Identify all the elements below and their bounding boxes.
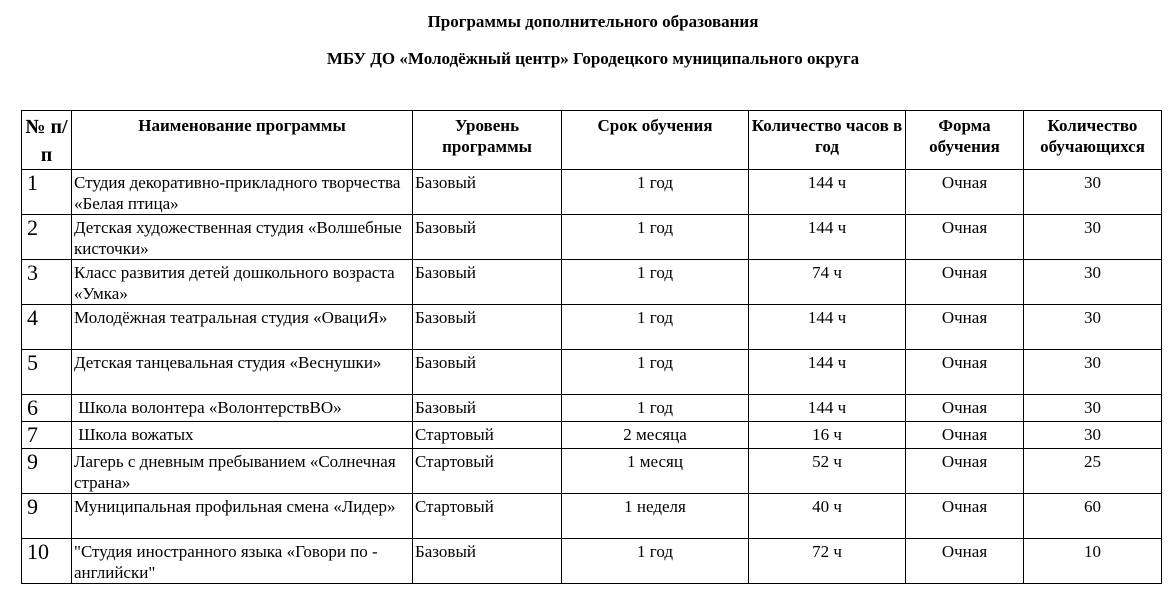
cell-form: Очная [906, 305, 1024, 350]
cell-num: 9 [22, 449, 72, 494]
cell-duration: 1 год [562, 350, 749, 395]
cell-num: 4 [22, 305, 72, 350]
cell-students: 30 [1024, 215, 1162, 260]
cell-students: 30 [1024, 350, 1162, 395]
header-num: № п/п [22, 111, 72, 170]
cell-duration: 2 месяца [562, 422, 749, 449]
cell-hours: 144 ч [749, 305, 906, 350]
cell-students: 60 [1024, 494, 1162, 539]
cell-num: 6 [22, 395, 72, 422]
table-row [22, 215, 1162, 260]
table-row [22, 395, 1162, 422]
table-row [22, 539, 1162, 584]
cell-name: Молодёжная театральная студия «ОвациЯ» [72, 305, 413, 350]
cell-hours: 144 ч [749, 215, 906, 260]
header-students: Количество обучающихся [1024, 111, 1162, 170]
cell-name: Муниципальная профильная смена «Лидер» [72, 494, 413, 539]
cell-level: Стартовый [413, 449, 562, 494]
cell-students: 25 [1024, 449, 1162, 494]
table-header-row [22, 111, 1162, 170]
cell-name: Студия декоративно-прикладного творчества «Белая птица» [72, 170, 413, 215]
cell-level: Базовый [413, 260, 562, 305]
table-row [22, 494, 1162, 539]
cell-num: 10 [22, 539, 72, 584]
cell-duration: 1 месяц [562, 449, 749, 494]
cell-level: Базовый [413, 305, 562, 350]
cell-duration: 1 год [562, 539, 749, 584]
cell-name: Лагерь с дневным пребыванием «Солнечная страна» [72, 449, 413, 494]
cell-level: Базовый [413, 170, 562, 215]
cell-form: Очная [906, 449, 1024, 494]
table-row [22, 170, 1162, 215]
cell-name: Школа волонтера «ВолонтерствВО» [72, 395, 413, 422]
cell-num: 9 [22, 494, 72, 539]
cell-form: Очная [906, 350, 1024, 395]
cell-form: Очная [906, 494, 1024, 539]
cell-level: Стартовый [413, 422, 562, 449]
cell-duration: 1 неделя [562, 494, 749, 539]
cell-hours: 52 ч [749, 449, 906, 494]
cell-name: Класс развития детей дошкольного возраста «Умка» [72, 260, 413, 305]
cell-duration: 1 год [562, 170, 749, 215]
cell-num: 3 [22, 260, 72, 305]
header-form: Форма обучения [906, 111, 1024, 170]
document-title: Программы дополнительного образования [427, 12, 759, 31]
cell-form: Очная [906, 260, 1024, 305]
cell-hours: 144 ч [749, 170, 906, 215]
cell-form: Очная [906, 215, 1024, 260]
cell-form: Очная [906, 539, 1024, 584]
cell-duration: 1 год [562, 260, 749, 305]
cell-name: Детская художественная студия «Волшебные кисточки» [72, 215, 413, 260]
table-row [22, 260, 1162, 305]
cell-hours: 144 ч [749, 350, 906, 395]
cell-form: Очная [906, 170, 1024, 215]
cell-name: Детская танцевальная студия «Веснушки» [72, 350, 413, 395]
cell-duration: 1 год [562, 305, 749, 350]
cell-name: "Студия иностранного языка «Говори по - английски" [72, 539, 413, 584]
table-row [22, 422, 1162, 449]
cell-hours: 74 ч [749, 260, 906, 305]
document-subtitle: МБУ ДО «Молодёжный центр» Городецкого муниципального округа [326, 49, 860, 68]
cell-level: Базовый [413, 215, 562, 260]
cell-num: 7 [22, 422, 72, 449]
cell-level: Базовый [413, 350, 562, 395]
programs-table [21, 110, 1162, 584]
cell-num: 1 [22, 170, 72, 215]
cell-hours: 72 ч [749, 539, 906, 584]
cell-level: Базовый [413, 539, 562, 584]
cell-duration: 1 год [562, 215, 749, 260]
table-row [22, 449, 1162, 494]
header-hours: Количество часов в год [749, 111, 906, 170]
cell-students: 30 [1024, 422, 1162, 449]
cell-hours: 16 ч [749, 422, 906, 449]
cell-hours: 40 ч [749, 494, 906, 539]
table-row [22, 350, 1162, 395]
header-duration: Срок обучения [562, 111, 749, 170]
cell-students: 30 [1024, 305, 1162, 350]
cell-hours: 144 ч [749, 395, 906, 422]
cell-name: Школа вожатых [72, 422, 413, 449]
cell-students: 30 [1024, 170, 1162, 215]
cell-level: Стартовый [413, 494, 562, 539]
cell-duration: 1 год [562, 395, 749, 422]
cell-students: 30 [1024, 395, 1162, 422]
cell-students: 30 [1024, 260, 1162, 305]
cell-students: 10 [1024, 539, 1162, 584]
cell-level: Базовый [413, 395, 562, 422]
cell-num: 5 [22, 350, 72, 395]
table-row [22, 305, 1162, 350]
cell-form: Очная [906, 395, 1024, 422]
header-name: Наименование программы [72, 111, 413, 170]
cell-num: 2 [22, 215, 72, 260]
header-level: Уровень программы [413, 111, 562, 170]
cell-form: Очная [906, 422, 1024, 449]
